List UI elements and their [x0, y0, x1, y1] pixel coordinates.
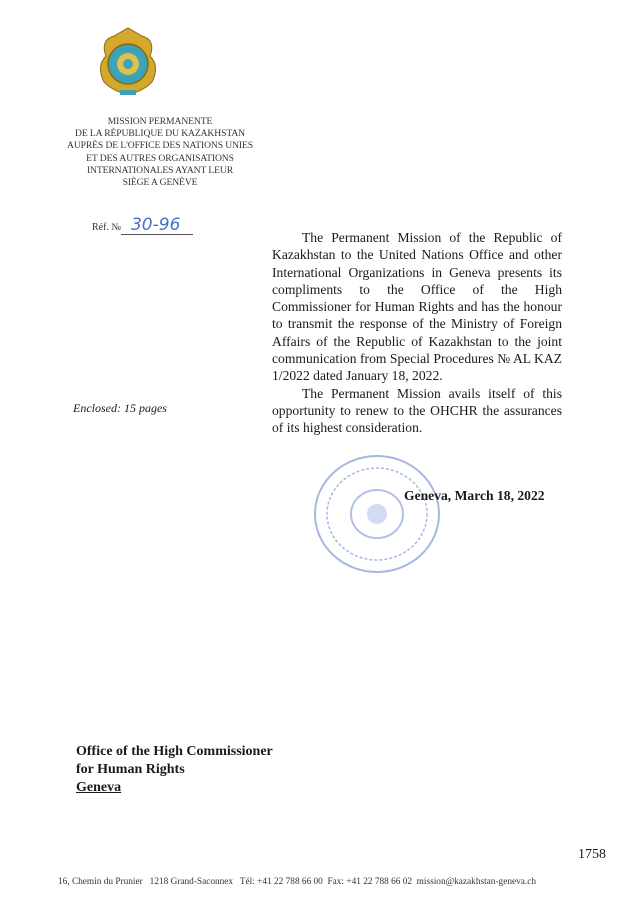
- addressee-city: Geneva: [76, 780, 122, 795]
- letterhead-line: MISSION PERMANENTE: [107, 116, 213, 127]
- body-paragraph: The Permanent Mission of the Republic of Kazakhstan to the United Nations Office and other International Organizations in Geneva presents its compliments to the Office of the High Commissioner for Human Rights and has the honour to transmit the response of the Ministry of Foreign Affairs of the Republic of Kazakhstan to the joint communication from Special Procedures № AL KAZ 1/2022 dated January 18, 2022.: [272, 230, 562, 384]
- reference: [92, 216, 193, 235]
- reference-label: Réf. №: [92, 222, 121, 233]
- letterhead: [60, 116, 260, 189]
- body-paragraph: The Permanent Mission avails itself of this opportunity to renew to the OHCHR the assurances of its highest consideration.: [272, 385, 562, 436]
- addressee: [76, 743, 273, 797]
- kazakhstan-emblem-icon: [92, 26, 164, 98]
- addressee-line: Office of the High Commissioner: [76, 744, 273, 759]
- page-number: 1758: [578, 847, 606, 862]
- enclosure-note: Enclosed: 15 pages: [73, 401, 167, 415]
- letter-body: [272, 229, 562, 437]
- letterhead-line: DE LA RÉPUBLIQUE DU KAZAKHSTAN: [75, 128, 245, 140]
- letterhead-line: INTERNATIONALES AYANT LEUR: [86, 164, 234, 176]
- letterhead-line: ET DES AUTRES ORGANISATIONS: [86, 152, 234, 164]
- reference-number: 30-96: [121, 216, 193, 235]
- letterhead-line: SIÈGE A GENÈVE: [122, 177, 198, 189]
- footer-address: 16, Chemin du Prunier 1218 Grand-Saconnex Tél: +41 22 788 66 00 Fax: +41 22 788 66 02 mission@kazakhstan-geneva.ch: [58, 877, 536, 887]
- addressee-line: for Human Rights: [76, 762, 185, 777]
- official-stamp-icon: [312, 452, 442, 577]
- date-line: Geneva, March 18, 2022: [404, 488, 545, 503]
- letterhead-line: AUPRÈS DE L'OFFICE DES NATIONS UNIES: [66, 140, 254, 152]
